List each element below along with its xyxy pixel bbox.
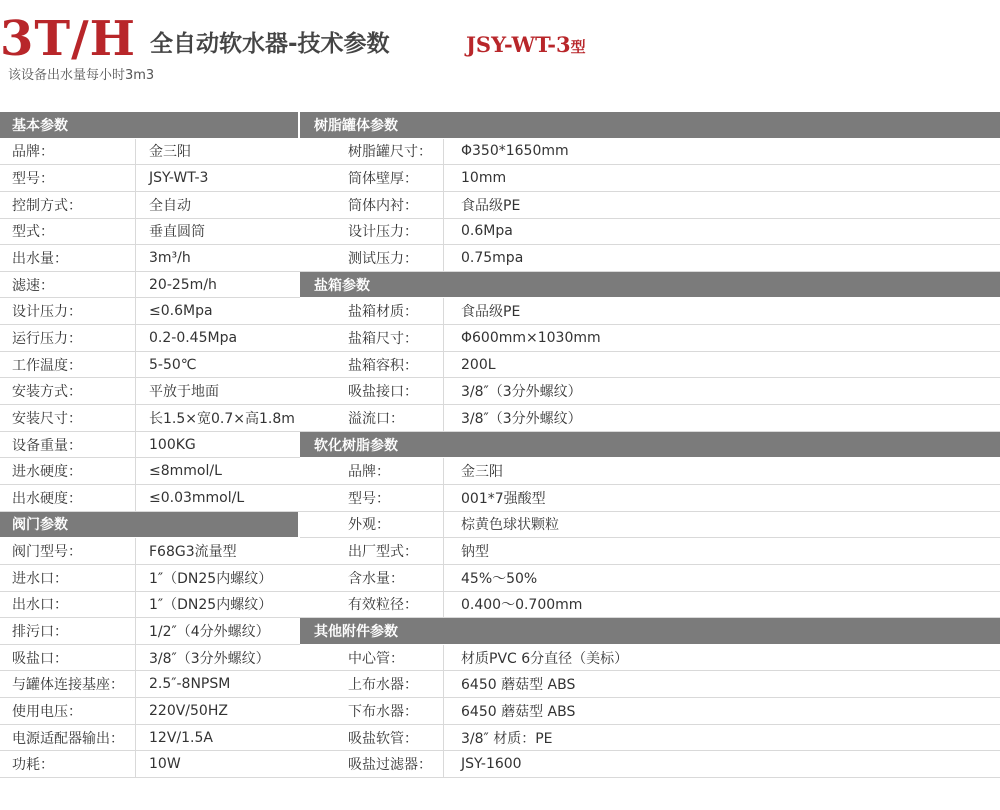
spec-row [300,592,1000,619]
spec-key: 型式： [0,219,136,245]
spec-row [0,325,300,352]
spec-row [300,139,1000,166]
spec-row [0,245,300,272]
capacity-description: 该设备出水量每小时3m3 [8,68,155,83]
spec-row [300,512,1000,539]
spec-key: 筒体内衬： [300,192,444,218]
spec-value: 0.2-0.45Mpa [149,329,238,346]
spec-key: 安装方式： [0,378,136,404]
spec-row [0,485,300,512]
spec-value: 2.5″-8NPSM [149,676,231,693]
right-section-header: 盐箱参数 [300,272,1000,299]
spec-key: 出水硬度： [0,485,136,511]
spec-value: 长1.5×宽0.7×高1.8m [149,410,295,427]
spec-row [0,139,300,166]
spec-row [300,219,1000,246]
spec-key: 电源适配器输出： [0,725,136,751]
spec-key: 下布水器： [300,698,444,724]
spec-value: 0.75mpa [461,250,524,267]
spec-key: 进水口： [0,565,136,591]
spec-value: 6450 蘑菇型 ABS [461,677,576,694]
spec-row [300,405,1000,432]
spec-key: 吸盐口： [0,645,136,671]
spec-value: 1/2″（4分外螺纹） [149,623,270,640]
spec-key: 进水硬度： [0,458,136,484]
spec-row [300,671,1000,698]
spec-key: 吸盐接口： [300,378,444,404]
spec-key: 型号： [0,165,136,191]
spec-value: 5-50℃ [149,356,197,373]
spec-key: 排污口： [0,618,136,644]
spec-key: 阀门型号： [0,538,136,564]
spec-key: 盐箱材质： [300,298,444,324]
spec-value: 6450 蘑菇型 ABS [461,703,576,720]
spec-row [0,671,300,698]
spec-row [0,538,300,565]
spec-row [0,592,300,619]
spec-row [300,378,1000,405]
spec-row [300,698,1000,725]
spec-value: Φ350*1650mm [461,143,569,160]
spec-row [300,645,1000,672]
spec-row [0,298,300,325]
spec-key: 品牌： [300,458,444,484]
spec-row [300,352,1000,379]
spec-value: 12V/1.5A [149,729,213,746]
left-section-header: 阀门参数 [0,512,300,539]
spec-value: 20-25m/h [149,276,217,293]
spec-value: 3/8″ 材质：PE [461,730,553,747]
spec-value: 金三阳 [461,464,503,481]
spec-key: 与罐体连接基座： [0,671,136,697]
spec-row [0,698,300,725]
spec-row [300,751,1000,778]
spec-value: JSY-1600 [461,756,522,773]
spec-key: 型号： [300,485,444,511]
model-code: JSY-WT-3 [466,32,571,57]
model-suffix: 型 [570,38,586,56]
spec-row [0,565,300,592]
spec-row [300,192,1000,219]
spec-value: 食品级PE [461,197,521,214]
capacity-label: 3T/H [0,11,136,67]
spec-key: 滤速： [0,272,136,298]
spec-value: 001*7强酸型 [461,490,546,507]
spec-value: 3/8″（3分外螺纹） [149,650,270,667]
spec-row [300,538,1000,565]
spec-value: 10mm [461,170,507,187]
spec-value: ≤0.6Mpa [149,303,213,320]
spec-key: 盐箱容积： [300,352,444,378]
spec-key: 设备重量： [0,432,136,458]
spec-row [300,725,1000,752]
spec-row [0,192,300,219]
spec-row [300,325,1000,352]
right-section-header: 其他附件参数 [300,618,1000,645]
spec-value: 平放于地面 [149,384,219,401]
spec-row [0,432,300,459]
left-spec-column [0,112,300,778]
model-label [466,30,586,62]
spec-value: 3/8″（3分外螺纹） [461,410,582,427]
spec-key: 外观： [300,512,444,538]
page-header [0,0,1000,110]
spec-key: 树脂罐尺寸： [300,139,444,165]
spec-row [300,458,1000,485]
spec-value: 45%～50% [461,570,538,587]
page-title: 全自动软水器-技术参数 [150,31,390,57]
spec-row [0,618,300,645]
right-section-header: 树脂罐体参数 [300,112,1000,139]
spec-value: 垂直圆筒 [149,224,205,241]
right-section-header: 软化树脂参数 [300,432,1000,459]
spec-value: 棕黄色球状颗粒 [461,517,559,534]
spec-value: 3m³/h [149,250,191,267]
spec-value: 10W [149,756,181,773]
right-spec-column [300,112,1000,778]
spec-row [300,245,1000,272]
spec-row [0,645,300,672]
spec-key: 吸盐过滤器： [300,751,444,777]
spec-key: 工作温度： [0,352,136,378]
spec-value: 0.6Mpa [461,223,513,240]
spec-row [300,165,1000,192]
spec-key: 设计压力： [300,219,444,245]
spec-row [0,165,300,192]
spec-row [0,219,300,246]
spec-value: ≤8mmol/L [149,463,222,480]
spec-value: 200L [461,356,496,373]
spec-value: ≤0.03mmol/L [149,489,245,506]
spec-value: 3/8″（3分外螺纹） [461,384,582,401]
spec-value: F68G3流量型 [149,544,237,561]
spec-key: 溢流口： [300,405,444,431]
spec-row [300,298,1000,325]
spec-key: 含水量： [300,565,444,591]
spec-row [0,751,300,778]
spec-value: 钠型 [461,544,489,561]
spec-value: 金三阳 [149,144,191,161]
spec-value: 材质PVC 6分直径（美标） [461,650,629,667]
spec-row [0,378,300,405]
spec-key: 运行压力： [0,325,136,351]
spec-key: 上布水器： [300,671,444,697]
spec-value: 1″（DN25内螺纹） [149,597,273,614]
spec-row [0,405,300,432]
left-section-header: 基本参数 [0,112,300,139]
spec-key: 中心管： [300,645,444,671]
spec-key: 盐箱尺寸： [300,325,444,351]
spec-value: 1″（DN25内螺纹） [149,570,273,587]
spec-key: 品牌： [0,139,136,165]
spec-key: 使用电压： [0,698,136,724]
spec-value: 0.400～0.700mm [461,597,583,614]
spec-row [300,565,1000,592]
spec-value: JSY-WT-3 [149,170,209,187]
spec-key: 吸盐软管： [300,725,444,751]
spec-key: 出水量： [0,245,136,271]
spec-value: 100KG [149,436,196,453]
spec-row [0,725,300,752]
spec-value: Φ600mm×1030mm [461,329,601,346]
spec-value: 220V/50HZ [149,702,228,719]
spec-key: 功耗： [0,751,136,777]
spec-key: 筒体壁厚： [300,165,444,191]
spec-value: 食品级PE [461,304,521,321]
spec-row [0,458,300,485]
spec-key: 测试压力： [300,245,444,271]
spec-value: 全自动 [149,197,191,214]
spec-row [300,485,1000,512]
spec-key: 出水口： [0,592,136,618]
spec-key: 安装尺寸： [0,405,136,431]
spec-row [0,352,300,379]
spec-key: 出厂型式： [300,538,444,564]
spec-key: 控制方式： [0,192,136,218]
spec-key: 设计压力： [0,298,136,324]
spec-key: 有效粒径： [300,592,444,618]
spec-row [0,272,300,299]
